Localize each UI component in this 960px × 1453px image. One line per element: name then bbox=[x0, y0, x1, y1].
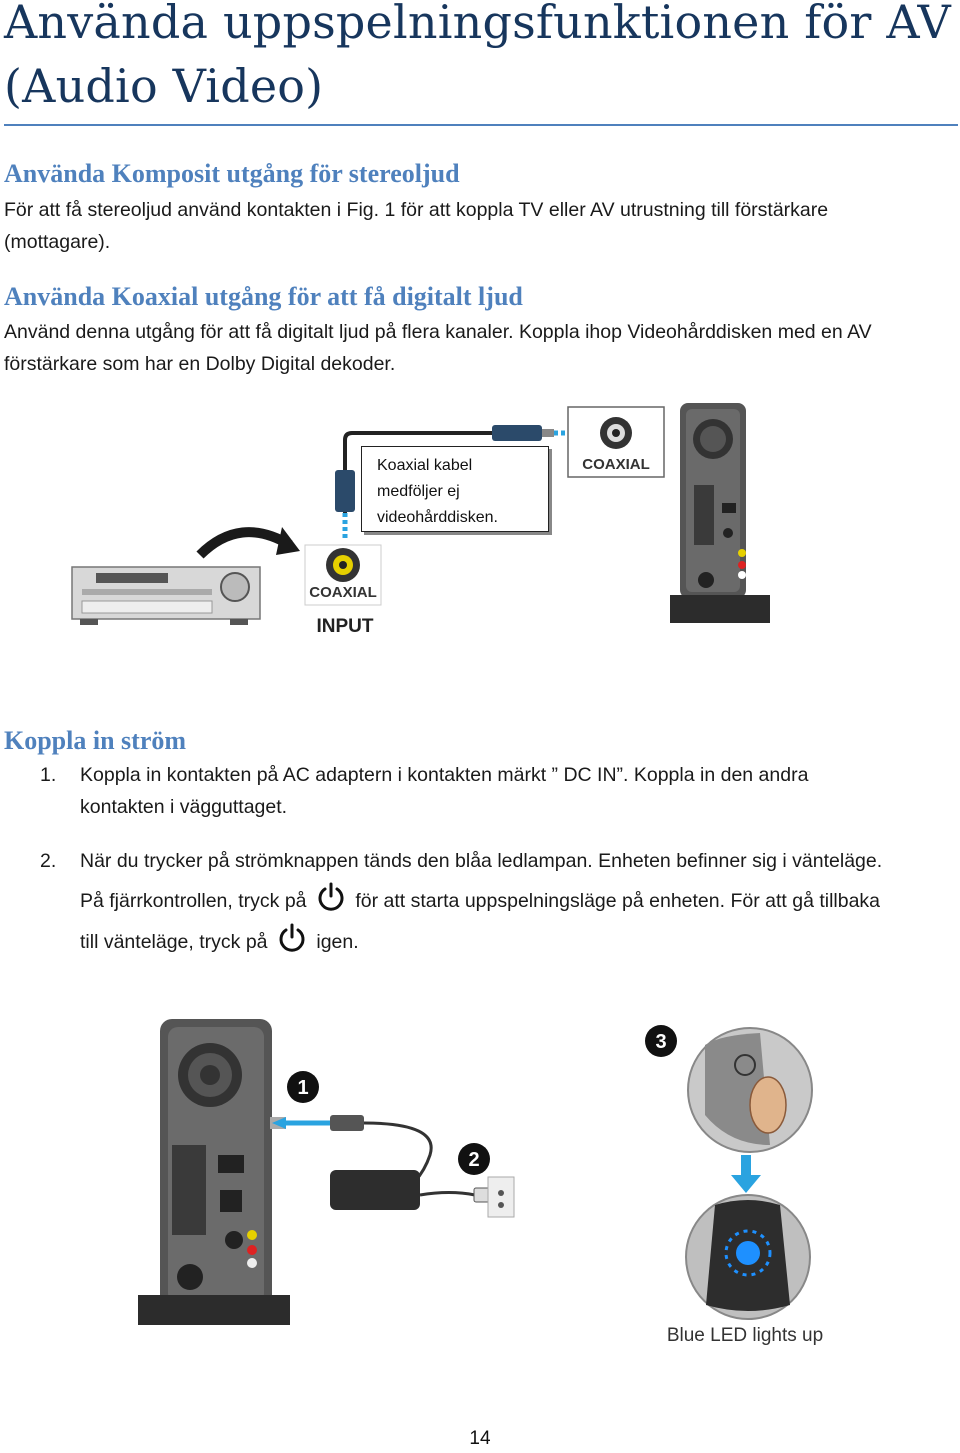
callout-line-3: videohårddisken. bbox=[377, 509, 498, 526]
power-heading: Koppla in ström bbox=[4, 726, 187, 755]
power-icon bbox=[315, 881, 347, 913]
list-item-2-line-3-a: till vänteläge, tryck på bbox=[80, 931, 268, 953]
list-item-2-line-2-a: På fjärrkontrollen, tryck på bbox=[80, 890, 307, 912]
curved-arrow bbox=[200, 532, 290, 555]
step-1-label: 1 bbox=[297, 1077, 309, 1099]
device-stand bbox=[670, 595, 770, 623]
power-icon bbox=[276, 922, 308, 954]
cable-plug-bottom bbox=[335, 470, 355, 512]
step-2-label: 2 bbox=[468, 1149, 480, 1171]
device-coaxial-label: COAXIAL bbox=[582, 456, 650, 473]
list-item-2-line-3-b: igen. bbox=[316, 931, 359, 953]
callout-line-2: medföljer ej bbox=[377, 483, 460, 500]
page-number: 14 bbox=[469, 1428, 491, 1449]
list-item-1-line-2: kontakten i vägguttaget. bbox=[80, 796, 288, 818]
composite-text-line-2: (mottagare). bbox=[4, 231, 111, 253]
list-item-1-number: 1. bbox=[40, 764, 57, 786]
coaxial-heading: Använda Koaxial utgång för att få digitalt ljud bbox=[4, 282, 523, 311]
ac-adapter bbox=[330, 1170, 420, 1210]
list-item-1-line-1: Koppla in kontakten på AC adaptern i kontakten märkt ” DC IN”. Koppla in den andra bbox=[80, 764, 809, 786]
list-item-2-line-3 bbox=[80, 926, 359, 958]
wall-outlet bbox=[488, 1177, 514, 1217]
page-title-line-1: Använda uppspelningsfunktionen för AV bbox=[4, 0, 951, 49]
list-item-2-line-2 bbox=[80, 885, 880, 917]
callout-line-1: Koaxial kabel bbox=[377, 457, 473, 474]
coaxial-text-line-1: Använd denna utgång för att få digitalt ljud på flera kanaler. Koppla ihop Videohårddisken med en AV bbox=[4, 321, 872, 343]
blue-led bbox=[736, 1241, 760, 1265]
input-label: INPUT bbox=[316, 616, 374, 637]
receiver-coaxial-label: COAXIAL bbox=[309, 584, 377, 601]
led-caption: Blue LED lights up bbox=[666, 1325, 824, 1346]
finger-icon bbox=[750, 1077, 786, 1133]
cable-callout bbox=[361, 446, 549, 532]
power-connection-diagram bbox=[0, 1005, 960, 1365]
page-title-line-2: (Audio Video) bbox=[4, 59, 324, 113]
composite-text-line-1: För att få stereoljud använd kontakten i Fig. 1 för att koppla TV eller AV utrustning till förstärkare bbox=[4, 199, 829, 221]
title-rule bbox=[4, 124, 958, 126]
cable-plug-top bbox=[492, 425, 542, 441]
composite-heading: Använda Komposit utgång för stereoljud bbox=[4, 159, 460, 188]
coaxial-text-line-2: förstärkare som har en Dolby Digital dekoder. bbox=[4, 353, 396, 375]
list-item-2-number: 2. bbox=[40, 850, 57, 872]
list-item-2-line-1: När du trycker på strömknappen tänds den blåa ledlampan. Enheten befinner sig i vänteläge. bbox=[80, 850, 883, 872]
list-item-2-line-2-b: för att starta uppspelningsläge på enheten. För att gå tillbaka bbox=[355, 890, 881, 912]
step-3-label: 3 bbox=[655, 1031, 667, 1053]
down-arrow bbox=[741, 1155, 751, 1177]
